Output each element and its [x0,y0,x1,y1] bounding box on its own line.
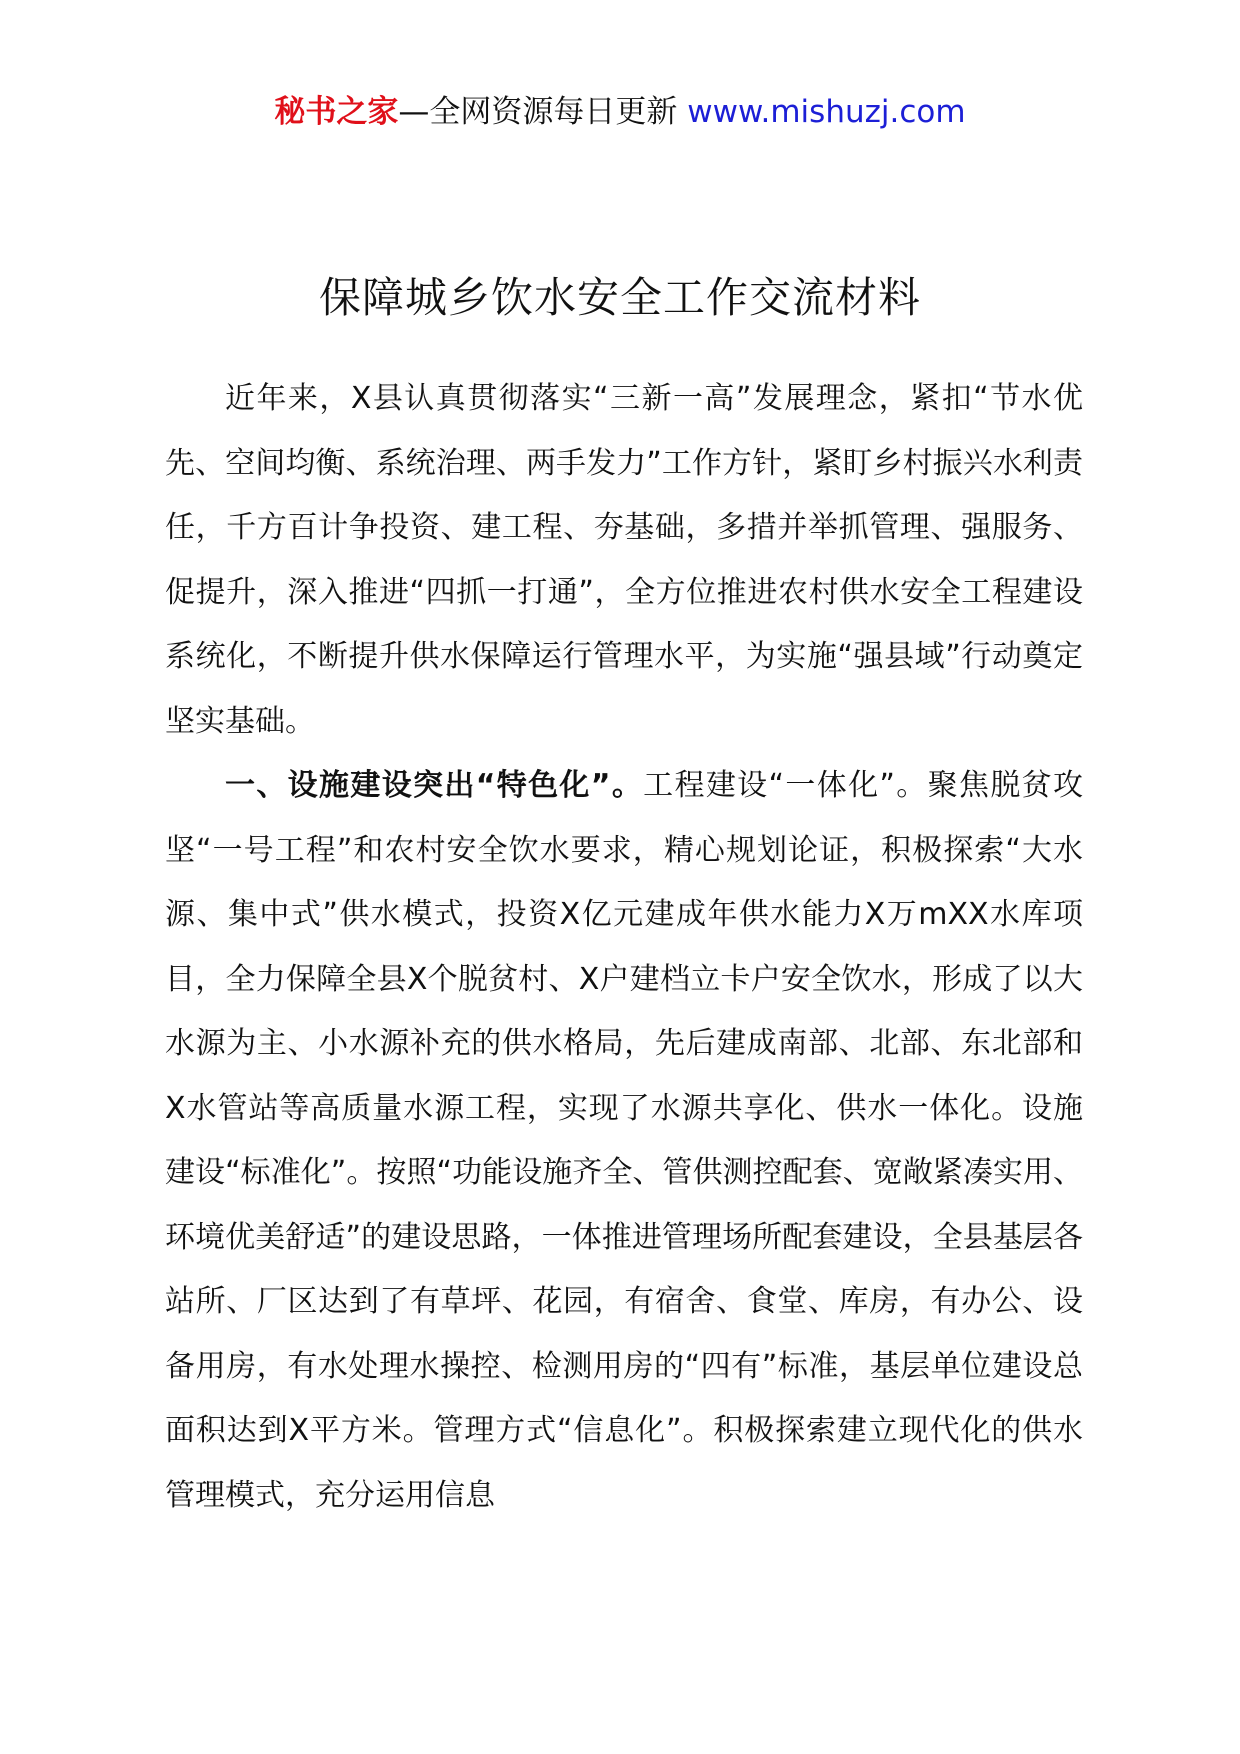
section-body: 工程建设“一体化”。聚焦脱贫攻坚“一号工程”和农村安全饮水要求，精心规划论证，积极探索“大水源、集中式”供水模式，投资X亿元建成年供水能力X万mXX水库项目，全力保障全县X个脱贫村、X户建档立卡户安全饮水，形成了以大水源为主、小水源补充的供水格局，先后建成南部、北部、东北部和X水管站等高质量水源工程，实现了水源共享化、供水一体化。设施建设“标准化”。按照“功能设施齐全、管供测控配套、宽敞紧凑实用、环境优美舒适”的建设思路，一体推进管理场所配套建设，全县基层各站所、厂区达到了有草坪、花园，有宿舍、食堂、库房，有办公、设备用房，有水处理水操控、检测用房的“四有”标准，基层单位建设总面积达到X平方米。管理方式“信息化”。积极探索建立现代化的供水管理模式，充分运用信息 [165,768,1083,1513]
document-title: 保障城乡饮水安全工作交流材料 [318,273,921,322]
paragraph-section-1 [165,754,1083,1528]
brand-name: 秘书之家 [274,94,399,130]
header-slogan: —全网资源每日更新 [398,94,688,130]
site-url-link[interactable]: www.mishuzj.com [687,94,966,130]
paragraph-intro: 近年来，X县认真贯彻落实“三新一高”发展理念，紧扣“节水优先、空间均衡、系统治理、两手发力”工作方针，紧盯乡村振兴水利责任，千方百计争投资、建工程、夯基础，多措并举抓管理、强服务、促提升，深入推进“四抓一打通”，全方位推进农村供水安全工程建设系统化，不断提升供水保障运行管理水平，为实施“强县域”行动奠定坚实基础。 [165,381,1083,739]
section-heading: 一、设施建设突出“特色化”。 [225,768,644,803]
document-body [165,367,1083,1528]
site-header [0,92,1240,132]
